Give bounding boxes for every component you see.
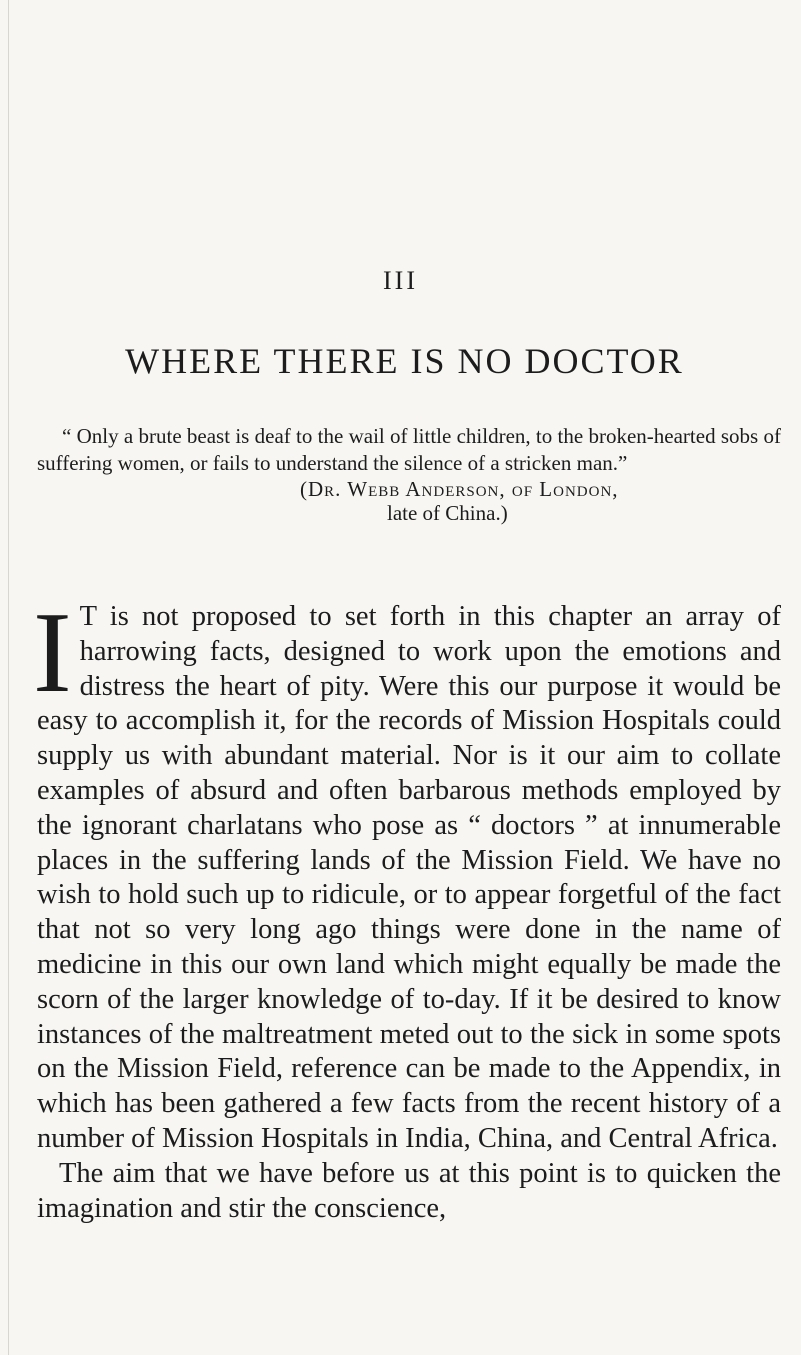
paragraph-1-text: T is not proposed to set forth in this chapter an array of harrowing facts, designed to work upon the emotions and distress the heart of pity. Were this our purpose it would be easy to accomplish it, for the records of Mission Hospitals could supply us with abundant material. Nor is it our aim to collate examples of absurd and often barbarous methods employed by the ignorant charlatans who pose as “ doctors ” at innumerable places in the suffering lands of the Mission Field. We have no wish to hold such up to ridicule, or to appear forgetful of the fact that not so very long ago things were done in the name of medicine in this our own land which might equally be made the scorn of the larger knowledge of to-day. If it be desired to know instances of the maltreatment meted out to the sick in some spots on the Mission Field, reference can be made to the Appendix, in which has been gathered a few facts from the recent history of a number of Mission Hospitals in India, China, and Central Africa. xyxy=(37,601,781,1154)
chapter-title: WHERE THERE IS NO DOCTOR xyxy=(125,341,684,381)
chapter-number: III xyxy=(383,266,418,295)
paragraph-1 xyxy=(33,589,781,1157)
paragraph-2: The aim that we have before us at this point is to quicken the imagination and stir the conscience, xyxy=(37,1157,781,1224)
chapter-body xyxy=(33,589,781,1226)
epigraph-quote: “ Only a brute beast is deaf to the wail of little children, to the broken-hearted sobs of suffering women, or fails to understand the silence of a stricken man.” xyxy=(37,424,781,475)
epigraph-attribution xyxy=(37,477,781,525)
epigraph xyxy=(37,423,781,525)
page-edge-line xyxy=(8,0,9,1355)
attribution-author: (Dr. Webb Anderson, of London, xyxy=(300,477,619,501)
drop-cap: I xyxy=(33,589,72,717)
attribution-note: late of China.) xyxy=(387,501,508,525)
